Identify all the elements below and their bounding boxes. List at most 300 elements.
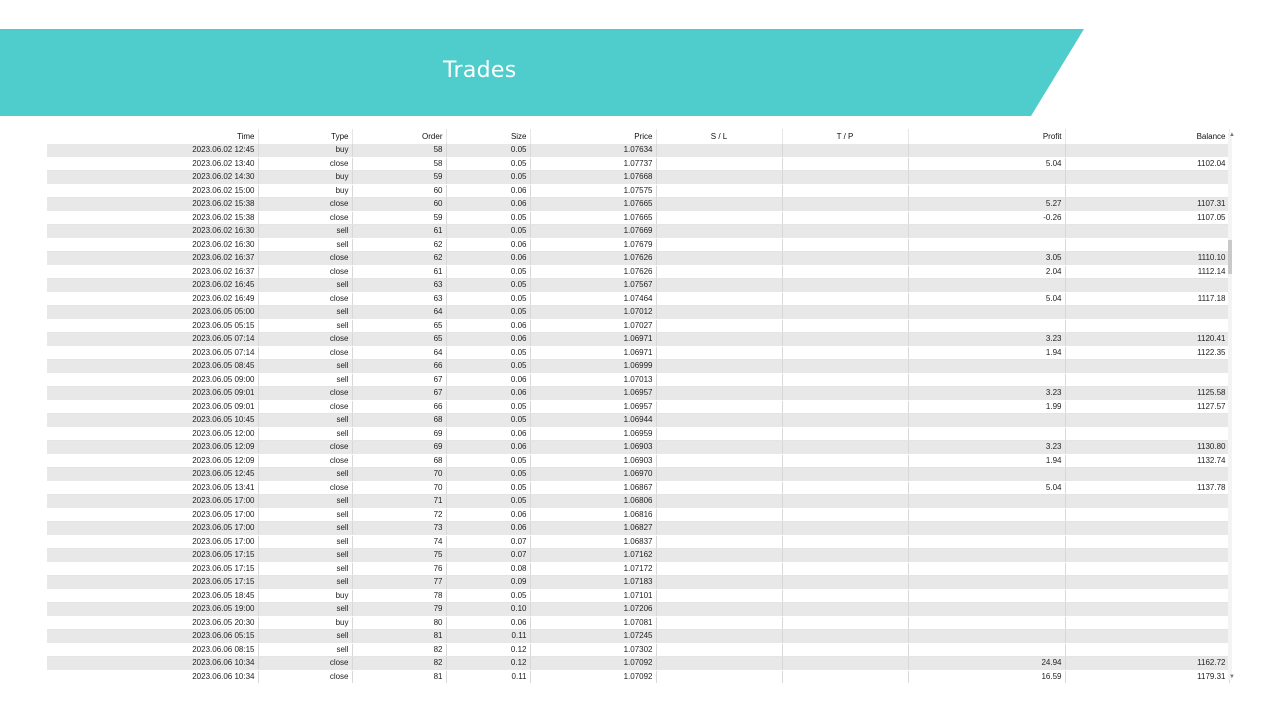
trades-table	[47, 129, 1230, 683]
cell-sl	[656, 562, 782, 576]
column-header-type[interactable]: Type	[258, 129, 352, 144]
cell-tp	[782, 535, 908, 549]
cell-price: 1.07162	[530, 549, 656, 563]
cell-type: buy	[258, 144, 352, 157]
cell-profit	[908, 535, 1065, 549]
table-row[interactable]	[47, 346, 1229, 360]
cell-size: 0.05	[446, 157, 530, 171]
cell-size: 0.06	[446, 252, 530, 266]
cell-order: 68	[352, 414, 446, 428]
cell-profit	[908, 630, 1065, 644]
table-row[interactable]	[47, 535, 1229, 549]
cell-type: close	[258, 265, 352, 279]
cell-tp	[782, 414, 908, 428]
cell-tp	[782, 670, 908, 683]
cell-profit: 5.04	[908, 292, 1065, 306]
cell-time: 2023.06.02 15:38	[47, 198, 258, 212]
cell-time: 2023.06.05 13:41	[47, 481, 258, 495]
cell-time: 2023.06.05 12:45	[47, 468, 258, 482]
cell-tp	[782, 238, 908, 252]
cell-size: 0.06	[446, 616, 530, 630]
cell-price: 1.07665	[530, 211, 656, 225]
cell-tp	[782, 319, 908, 333]
cell-sl	[656, 157, 782, 171]
cell-type: sell	[258, 508, 352, 522]
table-row[interactable]	[47, 198, 1229, 212]
scrollbar-thumb[interactable]	[1228, 240, 1232, 274]
cell-profit	[908, 616, 1065, 630]
cell-size: 0.05	[446, 171, 530, 185]
cell-balance	[1065, 603, 1229, 617]
cell-time: 2023.06.05 17:15	[47, 576, 258, 590]
cell-profit	[908, 427, 1065, 441]
cell-type: close	[258, 400, 352, 414]
cell-balance	[1065, 522, 1229, 536]
scroll-up-arrow-icon[interactable]: ▲	[1229, 132, 1235, 138]
cell-order: 78	[352, 589, 446, 603]
cell-size: 0.06	[446, 333, 530, 347]
cell-price: 1.07245	[530, 630, 656, 644]
cell-tp	[782, 387, 908, 401]
cell-balance: 1107.05	[1065, 211, 1229, 225]
cell-type: sell	[258, 522, 352, 536]
table-row[interactable]	[47, 630, 1229, 644]
cell-size: 0.05	[446, 346, 530, 360]
cell-sl	[656, 265, 782, 279]
table-row[interactable]	[47, 643, 1229, 657]
cell-order: 66	[352, 400, 446, 414]
cell-tp	[782, 576, 908, 590]
cell-price: 1.06903	[530, 454, 656, 468]
cell-type: sell	[258, 238, 352, 252]
cell-order: 68	[352, 454, 446, 468]
cell-order: 63	[352, 279, 446, 293]
cell-sl	[656, 292, 782, 306]
column-header-size[interactable]: Size	[446, 129, 530, 144]
cell-tp	[782, 616, 908, 630]
cell-price: 1.06971	[530, 333, 656, 347]
cell-order: 64	[352, 346, 446, 360]
cell-price: 1.06903	[530, 441, 656, 455]
table-row[interactable]	[47, 481, 1229, 495]
cell-tp	[782, 252, 908, 266]
table-row[interactable]	[47, 360, 1229, 374]
cell-type: buy	[258, 184, 352, 198]
cell-price: 1.07665	[530, 198, 656, 212]
cell-price: 1.07101	[530, 589, 656, 603]
cell-sl	[656, 522, 782, 536]
cell-profit	[908, 603, 1065, 617]
cell-sl	[656, 333, 782, 347]
title-banner	[0, 29, 1084, 116]
table-row[interactable]	[47, 306, 1229, 320]
cell-sl	[656, 144, 782, 157]
table-row[interactable]	[47, 157, 1229, 171]
cell-balance	[1065, 549, 1229, 563]
table-row[interactable]	[47, 454, 1229, 468]
cell-balance	[1065, 319, 1229, 333]
cell-profit: 3.23	[908, 387, 1065, 401]
cell-balance	[1065, 535, 1229, 549]
cell-time: 2023.06.05 07:14	[47, 333, 258, 347]
cell-price: 1.07013	[530, 373, 656, 387]
cell-price: 1.07027	[530, 319, 656, 333]
cell-price: 1.07183	[530, 576, 656, 590]
cell-size: 0.05	[446, 279, 530, 293]
cell-sl	[656, 630, 782, 644]
cell-profit: 3.23	[908, 333, 1065, 347]
cell-size: 0.07	[446, 549, 530, 563]
cell-tp	[782, 171, 908, 185]
column-header-balance[interactable]: Balance	[1065, 129, 1229, 144]
cell-price: 1.07302	[530, 643, 656, 657]
cell-order: 67	[352, 373, 446, 387]
cell-size: 0.05	[446, 481, 530, 495]
table-row[interactable]	[47, 657, 1229, 671]
cell-sl	[656, 495, 782, 509]
cell-balance: 1137.78	[1065, 481, 1229, 495]
cell-size: 0.06	[446, 441, 530, 455]
cell-size: 0.05	[446, 225, 530, 239]
cell-size: 0.05	[446, 144, 530, 157]
cell-price: 1.06867	[530, 481, 656, 495]
cell-time: 2023.06.05 20:30	[47, 616, 258, 630]
cell-profit: 2.04	[908, 265, 1065, 279]
cell-sl	[656, 670, 782, 683]
cell-sl	[656, 279, 782, 293]
cell-profit	[908, 306, 1065, 320]
cell-balance: 1127.57	[1065, 400, 1229, 414]
table-row[interactable]	[47, 252, 1229, 266]
cell-profit: 5.04	[908, 481, 1065, 495]
cell-balance: 1125.58	[1065, 387, 1229, 401]
cell-type: sell	[258, 603, 352, 617]
cell-sl	[656, 184, 782, 198]
cell-time: 2023.06.05 18:45	[47, 589, 258, 603]
cell-size: 0.05	[446, 360, 530, 374]
cell-sl	[656, 576, 782, 590]
cell-profit: 16.59	[908, 670, 1065, 683]
cell-profit: 1.94	[908, 454, 1065, 468]
table-row[interactable]	[47, 171, 1229, 185]
cell-tp	[782, 441, 908, 455]
cell-balance	[1065, 468, 1229, 482]
cell-balance: 1132.74	[1065, 454, 1229, 468]
column-header-order[interactable]: Order	[352, 129, 446, 144]
cell-size: 0.05	[446, 211, 530, 225]
cell-order: 59	[352, 171, 446, 185]
cell-time: 2023.06.02 15:38	[47, 211, 258, 225]
cell-order: 65	[352, 319, 446, 333]
cell-order: 70	[352, 481, 446, 495]
cell-profit	[908, 549, 1065, 563]
cell-type: sell	[258, 225, 352, 239]
cell-profit	[908, 414, 1065, 428]
cell-profit: 1.94	[908, 346, 1065, 360]
scroll-down-arrow-icon[interactable]: ▼	[1229, 674, 1235, 680]
cell-sl	[656, 360, 782, 374]
cell-size: 0.05	[446, 292, 530, 306]
cell-order: 80	[352, 616, 446, 630]
cell-time: 2023.06.05 12:00	[47, 427, 258, 441]
cell-size: 0.12	[446, 657, 530, 671]
cell-tp	[782, 157, 908, 171]
cell-tp	[782, 657, 908, 671]
cell-order: 66	[352, 360, 446, 374]
table-row[interactable]	[47, 373, 1229, 387]
cell-type: close	[258, 157, 352, 171]
cell-profit: 5.04	[908, 157, 1065, 171]
cell-balance	[1065, 184, 1229, 198]
cell-time: 2023.06.05 17:15	[47, 562, 258, 576]
cell-sl	[656, 373, 782, 387]
cell-order: 67	[352, 387, 446, 401]
cell-tp	[782, 333, 908, 347]
cell-order: 65	[352, 333, 446, 347]
cell-profit	[908, 373, 1065, 387]
cell-profit: 24.94	[908, 657, 1065, 671]
table-row[interactable]	[47, 603, 1229, 617]
cell-profit: 3.05	[908, 252, 1065, 266]
cell-order: 77	[352, 576, 446, 590]
cell-price: 1.07669	[530, 225, 656, 239]
table-row[interactable]	[47, 508, 1229, 522]
table-row[interactable]	[47, 549, 1229, 563]
cell-price: 1.07172	[530, 562, 656, 576]
cell-order: 60	[352, 198, 446, 212]
cell-size: 0.06	[446, 387, 530, 401]
table-row[interactable]	[47, 238, 1229, 252]
cell-size: 0.08	[446, 562, 530, 576]
cell-time: 2023.06.06 05:15	[47, 630, 258, 644]
cell-balance	[1065, 373, 1229, 387]
cell-sl	[656, 657, 782, 671]
cell-sl	[656, 171, 782, 185]
cell-tp	[782, 360, 908, 374]
cell-sl	[656, 508, 782, 522]
cell-sl	[656, 198, 782, 212]
cell-price: 1.07206	[530, 603, 656, 617]
cell-balance: 1122.35	[1065, 346, 1229, 360]
cell-sl	[656, 441, 782, 455]
cell-balance	[1065, 616, 1229, 630]
table-row[interactable]	[47, 144, 1229, 157]
cell-order: 58	[352, 144, 446, 157]
cell-order: 81	[352, 670, 446, 683]
cell-balance	[1065, 589, 1229, 603]
table-row[interactable]	[47, 522, 1229, 536]
cell-tp	[782, 481, 908, 495]
cell-type: close	[258, 670, 352, 683]
cell-profit	[908, 576, 1065, 590]
table-row[interactable]	[47, 616, 1229, 630]
table-row[interactable]	[47, 184, 1229, 198]
cell-order: 63	[352, 292, 446, 306]
cell-profit: -0.26	[908, 211, 1065, 225]
cell-sl	[656, 252, 782, 266]
table-row[interactable]	[47, 441, 1229, 455]
cell-tp	[782, 144, 908, 157]
cell-price: 1.07464	[530, 292, 656, 306]
cell-price: 1.06957	[530, 387, 656, 401]
table-row[interactable]	[47, 495, 1229, 509]
cell-time: 2023.06.06 08:15	[47, 643, 258, 657]
cell-type: close	[258, 387, 352, 401]
cell-sl	[656, 346, 782, 360]
cell-price: 1.07081	[530, 616, 656, 630]
cell-sl	[656, 225, 782, 239]
cell-type: close	[258, 346, 352, 360]
cell-size: 0.12	[446, 643, 530, 657]
cell-balance: 1162.72	[1065, 657, 1229, 671]
cell-tp	[782, 292, 908, 306]
cell-profit	[908, 184, 1065, 198]
cell-type: close	[258, 454, 352, 468]
cell-tp	[782, 198, 908, 212]
cell-type: close	[258, 252, 352, 266]
cell-sl	[656, 535, 782, 549]
cell-tp	[782, 495, 908, 509]
cell-tp	[782, 630, 908, 644]
cell-type: sell	[258, 576, 352, 590]
cell-price: 1.07092	[530, 670, 656, 683]
cell-tp	[782, 562, 908, 576]
cell-order: 64	[352, 306, 446, 320]
table-row[interactable]	[47, 427, 1229, 441]
cell-type: close	[258, 211, 352, 225]
cell-price: 1.06957	[530, 400, 656, 414]
cell-sl	[656, 427, 782, 441]
cell-type: close	[258, 198, 352, 212]
table-row[interactable]	[47, 387, 1229, 401]
cell-type: buy	[258, 616, 352, 630]
cell-price: 1.07092	[530, 657, 656, 671]
cell-price: 1.06999	[530, 360, 656, 374]
table-row[interactable]	[47, 319, 1229, 333]
cell-time: 2023.06.02 15:00	[47, 184, 258, 198]
cell-profit: 3.23	[908, 441, 1065, 455]
cell-price: 1.06944	[530, 414, 656, 428]
cell-price: 1.06806	[530, 495, 656, 509]
cell-profit	[908, 643, 1065, 657]
cell-sl	[656, 319, 782, 333]
table-row[interactable]	[47, 265, 1229, 279]
cell-profit	[908, 562, 1065, 576]
cell-time: 2023.06.02 12:45	[47, 144, 258, 157]
cell-price: 1.07575	[530, 184, 656, 198]
cell-price: 1.07668	[530, 171, 656, 185]
cell-size: 0.05	[446, 265, 530, 279]
cell-balance: 1117.18	[1065, 292, 1229, 306]
cell-sl	[656, 616, 782, 630]
table-row[interactable]	[47, 414, 1229, 428]
table-row[interactable]	[47, 589, 1229, 603]
trades-table-container[interactable]	[47, 129, 1235, 683]
cell-size: 0.05	[446, 400, 530, 414]
table-row[interactable]	[47, 400, 1229, 414]
cell-price: 1.06816	[530, 508, 656, 522]
cell-size: 0.05	[446, 589, 530, 603]
column-header-tp[interactable]: T / P	[782, 129, 908, 144]
cell-type: sell	[258, 360, 352, 374]
cell-order: 73	[352, 522, 446, 536]
cell-order: 72	[352, 508, 446, 522]
cell-sl	[656, 211, 782, 225]
cell-time: 2023.06.05 09:00	[47, 373, 258, 387]
cell-order: 62	[352, 238, 446, 252]
table-row[interactable]	[47, 333, 1229, 347]
cell-time: 2023.06.02 16:37	[47, 265, 258, 279]
cell-profit: 1.99	[908, 400, 1065, 414]
cell-order: 79	[352, 603, 446, 617]
table-row[interactable]	[47, 225, 1229, 239]
cell-profit	[908, 171, 1065, 185]
cell-type: sell	[258, 468, 352, 482]
cell-order: 82	[352, 657, 446, 671]
table-row[interactable]	[47, 468, 1229, 482]
column-header-sl[interactable]: S / L	[656, 129, 782, 144]
cell-balance	[1065, 630, 1229, 644]
table-row[interactable]	[47, 279, 1229, 293]
cell-sl	[656, 238, 782, 252]
cell-tp	[782, 211, 908, 225]
table-row[interactable]	[47, 562, 1229, 576]
cell-type: sell	[258, 373, 352, 387]
cell-profit	[908, 360, 1065, 374]
cell-time: 2023.06.05 12:09	[47, 441, 258, 455]
cell-tp	[782, 373, 908, 387]
table-row[interactable]	[47, 292, 1229, 306]
cell-type: sell	[258, 549, 352, 563]
cell-order: 62	[352, 252, 446, 266]
cell-time: 2023.06.02 16:30	[47, 225, 258, 239]
column-header-price[interactable]: Price	[530, 129, 656, 144]
cell-time: 2023.06.05 07:14	[47, 346, 258, 360]
table-row[interactable]	[47, 670, 1229, 683]
table-row[interactable]	[47, 211, 1229, 225]
cell-time: 2023.06.05 19:00	[47, 603, 258, 617]
cell-balance	[1065, 495, 1229, 509]
cell-tp	[782, 468, 908, 482]
cell-sl	[656, 306, 782, 320]
cell-time: 2023.06.05 08:45	[47, 360, 258, 374]
cell-balance: 1102.04	[1065, 157, 1229, 171]
cell-balance	[1065, 576, 1229, 590]
column-header-time[interactable]: Time	[47, 129, 258, 144]
vertical-scrollbar[interactable]	[1228, 132, 1235, 680]
cell-profit	[908, 225, 1065, 239]
cell-time: 2023.06.02 14:30	[47, 171, 258, 185]
cell-size: 0.06	[446, 198, 530, 212]
cell-order: 61	[352, 225, 446, 239]
cell-order: 60	[352, 184, 446, 198]
cell-time: 2023.06.05 17:00	[47, 495, 258, 509]
column-header-profit[interactable]: Profit	[908, 129, 1065, 144]
cell-balance	[1065, 427, 1229, 441]
cell-balance	[1065, 279, 1229, 293]
cell-size: 0.05	[446, 306, 530, 320]
cell-time: 2023.06.06 10:34	[47, 657, 258, 671]
table-row[interactable]	[47, 576, 1229, 590]
cell-sl	[656, 643, 782, 657]
cell-time: 2023.06.02 16:45	[47, 279, 258, 293]
cell-balance: 1120.41	[1065, 333, 1229, 347]
cell-size: 0.05	[446, 495, 530, 509]
cell-tp	[782, 400, 908, 414]
cell-order: 74	[352, 535, 446, 549]
cell-size: 0.06	[446, 522, 530, 536]
cell-balance	[1065, 144, 1229, 157]
